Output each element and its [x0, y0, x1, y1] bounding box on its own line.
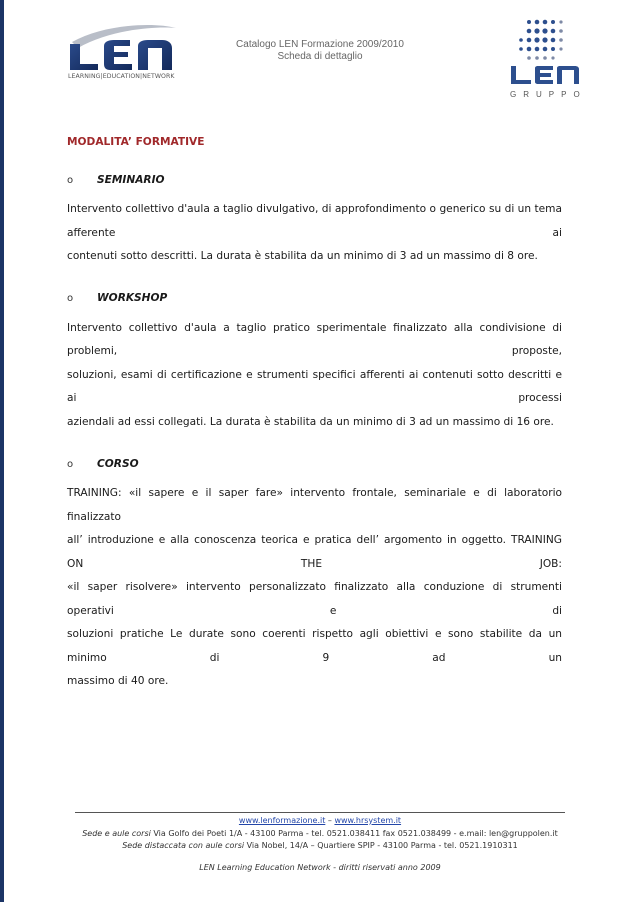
dot-grid-logo-graphic	[505, 18, 585, 88]
main-content	[67, 125, 562, 694]
description-line: aziendali ad essi collegati. La durata è stabilita da un minimo di 3 ad un massimo di 16 ore.	[67, 415, 554, 428]
footer-divider	[75, 812, 565, 813]
footer-address-secondary	[75, 840, 565, 853]
footer-text: Via Nobel, 14/A – Quartiere SPIP - 43100 Parma - tel. 0521.1910311	[244, 841, 518, 850]
bullet-icon: o	[67, 458, 74, 470]
catalog-title: Catalogo LEN Formazione 2009/2010	[236, 39, 404, 50]
catalog-subtitle: Scheda di dettaglio	[277, 51, 363, 62]
logo-gruppo-text: GRUPPO	[510, 90, 587, 99]
footer-text: Via Golfo dei Poeti 1/A - 43100 Parma - tel. 0521.038411 fax 0521.038499 - e.mail: len@gruppolen.it	[150, 828, 558, 838]
description-line: massimo di 40 ore.	[67, 675, 169, 687]
document-header	[200, 39, 440, 63]
item-title: SEMINARIO	[97, 173, 165, 186]
footer-copyright: LEN Learning Education Network - diritti riservati anno 2009	[199, 862, 441, 872]
description-line: contenuti sotto descritti. La durata è stabilita da un minimo di 3 ad un massimo di 8 ore.	[67, 250, 538, 262]
item-seminario	[67, 172, 562, 269]
description-line: all’ introduzione e alla conoscenza teorica e pratica dell’ argomento in oggetto. TRAINING ON THE JOB:	[67, 534, 562, 570]
len-network-logo	[64, 20, 184, 82]
description-line: TRAINING: «il sapere e il saper fare» intervento frontale, seminariale e di laboratorio finalizzato	[67, 487, 562, 523]
lenformazione-link[interactable]: www.lenformazione.it	[238, 816, 326, 825]
item-description	[67, 482, 562, 694]
link-separator: –	[325, 816, 335, 825]
description-line: soluzioni pratiche Le durate sono coerenti rispetto agli obiettivi e sono stabilite da un minimo di 9 ad un	[67, 628, 562, 664]
item-corso	[67, 456, 562, 694]
footer-label: Sede e aule corsi	[82, 828, 151, 838]
item-description	[67, 198, 562, 269]
hrsystem-link[interactable]: www.hrsystem.it	[334, 816, 402, 825]
description-line: soluzioni, esami di certificazione e strumenti specifici afferenti ai contenuti sotto descritti e ai processi	[67, 368, 562, 404]
page-footer	[75, 815, 565, 874]
bullet-icon: o	[67, 293, 74, 304]
bullet-icon: o	[67, 174, 74, 186]
item-description	[67, 317, 562, 435]
logo-network-text: LEARNING|EDUCATION|NETWORK	[68, 73, 175, 80]
section-title: MODALITA’ FORMATIVE	[67, 136, 205, 148]
left-edge-bar	[0, 0, 4, 902]
len-gruppo-logo	[505, 18, 585, 102]
description-line: Intervento collettivo d'aula a taglio pratico sperimentale finalizzato alla condivisione di problemi, proposte,	[67, 321, 562, 357]
footer-label: Sede distaccata con aule corsi	[122, 841, 245, 850]
footer-links	[75, 815, 565, 828]
len-logo-graphic	[64, 20, 184, 72]
item-title: CORSO	[97, 457, 139, 470]
footer-address-main	[75, 828, 565, 841]
description-line: Intervento collettivo d'aula a taglio divulgativo, di approfondimento o generico su di un tema afferente ai	[67, 203, 562, 239]
description-line: «il saper risolvere» intervento personalizzato finalizzato alla conduzione di strumenti operativi e di	[67, 581, 562, 617]
item-workshop	[67, 291, 562, 435]
item-title: WORKSHOP	[97, 292, 168, 304]
